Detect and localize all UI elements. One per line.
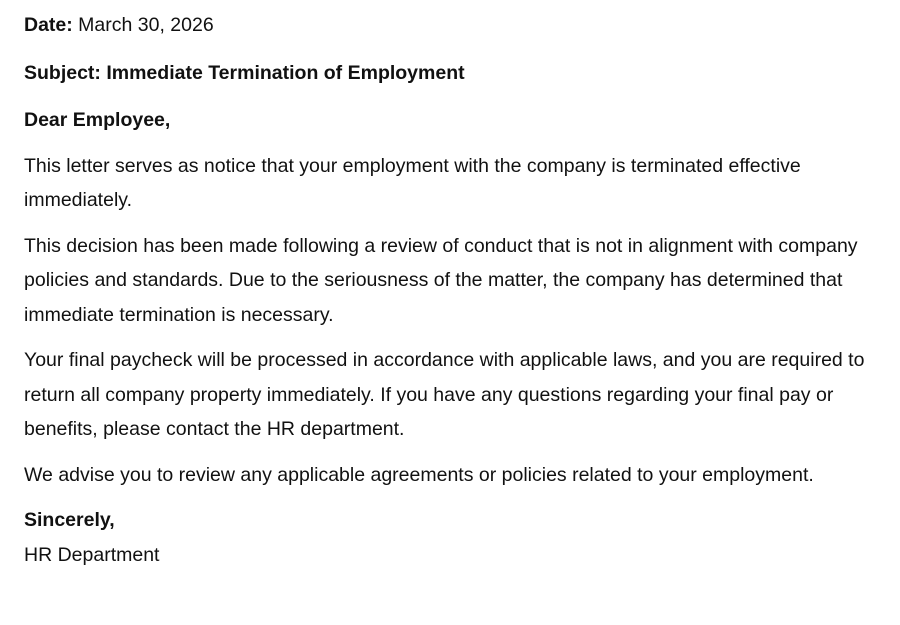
body-paragraph-1: This letter serves as notice that your employment with the company is terminated effective immediately. [24, 154, 801, 211]
body-paragraph-2: This decision has been made following a review of conduct that is not in alignment with company policies and standards. Due to the seriousness of the matter, the company has determined that immediate termination is necessary. [24, 234, 858, 326]
date-value: March 30, 2026 [72, 14, 214, 36]
date-label: Date: [24, 14, 73, 36]
subject-line: Subject: Immediate Termination of Employment [24, 61, 465, 84]
signature: HR Department [24, 543, 160, 566]
body-paragraph-4: We advise you to review any applicable agreements or policies related to your employment. [24, 463, 814, 486]
body-paragraph-3: Your final paycheck will be processed in accordance with applicable laws, and you are required to return all company property immediately. If you have any questions regarding your final pay or benefits, please contact the HR department. [24, 349, 865, 440]
greeting: Dear Employee, [24, 109, 171, 131]
termination-letter [24, 8, 874, 572]
date-line [24, 8, 874, 43]
closing: Sincerely, [24, 509, 115, 531]
